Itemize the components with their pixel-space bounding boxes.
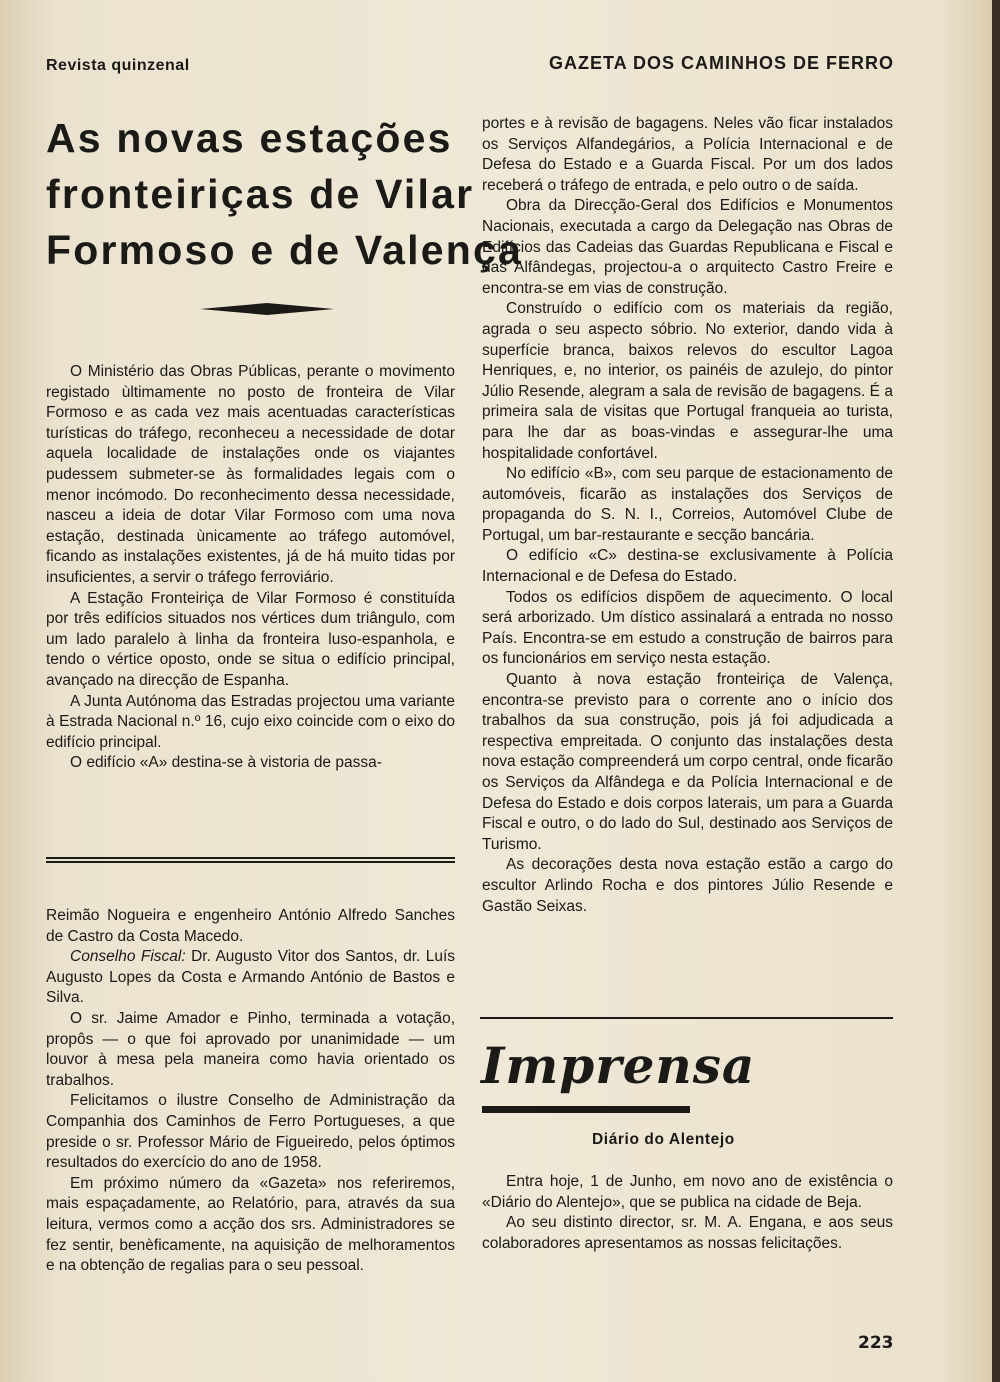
article-left-column [46, 362, 455, 774]
imprensa-subheading: Diário do Alentejo [592, 1131, 735, 1148]
article-paragraph: Quanto à nova estação fronteiriça de Valença, encontra-se previsto para o corrente ano o início dos trabalhos da sua construção, pois já foi adjudicada a respectiva empreitada. O conjunto das instalações desta nova estação compreenderá um corpo central, onde ficarão os Serviços da Alfândega e da Polícia Internacional e de Defesa do Estado e dois corpos laterais, um para a Guarda Fiscal e outro, o do lado do Sul, destinado aos Serviços de Turismo. [482, 671, 893, 853]
article-paragraph: O Ministério das Obras Públicas, perante o movimento registado ùltimamente no posto de fronteira de Vilar Formoso e as cada vez mais acentuadas características turísticas do tráfego, reconheceu a necessidade de dotar aquela localidade de instalações onde os viajantes pudessem submeter-se às formalidades legais com o menor incómodo. Do reconhecimento dessa necessidade, nasceu a ideia de dotar Vilar Formoso com uma nova estação, destinada ùnicamente ao tráfego automóvel, ficando as instalações existentes, já de há muito tidas por insuficientes, a servir o tráfego ferroviário. [46, 363, 455, 586]
article-paragraph: Construído o edifício com os materiais da região, agrada o seu aspecto sóbrio. No exterior, dando vida à superfície branca, baixos relevos do escultor Lagoa Henriques, e, no interior, os painéis de azulejo, do pintor Júlio Resende, alegram a sala de revisão de bagagens. É a primeira sala de visitas que Portugal franqueia ao turista, para lhe dar as boas-vindas e assegurar-lhe uma hospitalidade confortável. [482, 300, 893, 462]
conselho-fiscal-paragraph [46, 947, 455, 1009]
continuation-paragraph: Reimão Nogueira e engenheiro António Alfredo Sanches de Castro da Costa Macedo. [46, 907, 455, 945]
imprensa-heading: Imprensa [481, 1036, 756, 1095]
article-paragraph: No edifício «B», com seu parque de estacionamento de automóveis, ficarão as instalações dos Serviços de propaganda do S. N. I., Correios, Automóvel Clube de Portugal, um bar-restaurante e secção bancária. [482, 465, 893, 544]
article-paragraph: A Estação Fronteiriça de Vilar Formoso é constituída por três edifícios situados nos vértices dum triângulo, com um lado paralelo à linha da fronteira luso-espanhola, e tendo o vértice oposto, onde se situa o edifício principal, avançado na direcção de Espanha. [46, 589, 455, 689]
article-paragraph: O edifício «C» destina-se exclusivamente à Polícia Internacional e de Defesa do Estado. [482, 547, 893, 586]
article-right-column [482, 114, 893, 917]
section-divider-double [46, 857, 455, 863]
article-paragraph: O edifício «A» destina-se à vistoria de passa- [70, 754, 382, 772]
running-head-left: Revista quinzenal [46, 57, 190, 74]
continuation-paragraph: Em próximo número da «Gazeta» nos referiremos, mais espaçadamente, ao Relatório, para, através da sua leitura, vermos como a acção dos srs. Administradores se fez sentir, benèficamente, na aquisição de melhoramentos e na obtenção de regalias para o seu pessoal. [46, 1174, 455, 1275]
continuation-column [46, 906, 455, 1277]
conselho-fiscal-label: Conselho Fiscal: [70, 948, 186, 966]
continuation-paragraph: O sr. Jaime Amador e Pinho, terminada a votação, propôs — o que foi aprovado por unanimidade — um louvor à mesa pela maneira como havia orientado os trabalhos. [46, 1009, 455, 1089]
running-head-right: GAZETA DOS CAMINHOS DE FERRO [548, 53, 894, 73]
article-paragraph: Todos os edifícios dispõem de aquecimento. O local será arborizado. Um dístico assinalará a entrada no nosso País. Encontra-se em estudo a construção de bairros para os funcionários em serviço nesta estação. [482, 588, 893, 668]
imprensa-column [482, 1172, 893, 1254]
conselho-fiscal-text: Dr. Augusto Vitor dos Santos, dr. Luís Augusto Lopes da Costa e Armando António de Bastos e Silva. [46, 948, 456, 1007]
imprensa-paragraph: Entra hoje, 1 de Junho, em novo ano de existência o «Diário do Alentejo», que se publica na cidade de Beja. [482, 1173, 893, 1211]
article-title-line: Formoso e de Valença [46, 227, 523, 273]
continuation-paragraph: Felicitamos o ilustre Conselho de Administração da Companhia dos Caminhos de Ferro Portugueses, a que preside o sr. Professor Mário de Figueiredo, pelos óptimos resultados do exercício do ano de 1958. [46, 1092, 455, 1172]
article-paragraph: As decorações desta nova estação estão a cargo do escultor Arlindo Rocha e dos pintores Júlio Resende e Gastão Seixas. [482, 856, 893, 915]
article-title [46, 110, 523, 278]
section-divider [480, 1017, 893, 1019]
imprensa-paragraph: Ao seu distinto director, sr. M. A. Engana, e aos seus colaboradores apresentamos as nossas felicitações. [482, 1214, 893, 1252]
imprensa-heading-underline [482, 1104, 690, 1115]
article-paragraph: Obra da Direcção-Geral dos Edifícios e Monumentos Nacionais, executada a cargo da Delegação nas Obras de Edifícios das Cadeias das Guardas Republicana e Fiscal e das Alfândegas, projectou-a o arquitecto Castro Freire e encontra-se em vias de construção. [482, 197, 893, 297]
page-number: 223 [858, 1333, 894, 1353]
article-title-line: As novas estações [46, 115, 453, 161]
article-paragraph: A Junta Autónoma das Estradas projectou uma variante à Estrada Nacional n.º 16, cujo eixo coincide com o eixo do edifício principal. [46, 692, 455, 751]
title-ornament-divider [200, 302, 334, 316]
page-edge-shadow [992, 0, 1000, 1382]
article-title-line: fronteiriças de Vilar [46, 171, 475, 217]
article-paragraph: portes e à revisão de bagagens. Neles vão ficar instalados os Serviços Alfandegários, a Polícia Internacional e de Defesa do Estado e a Guarda Fiscal. Por um dos lados receberá o tráfego de entrada, e pelo outro o de saída. [482, 115, 893, 194]
